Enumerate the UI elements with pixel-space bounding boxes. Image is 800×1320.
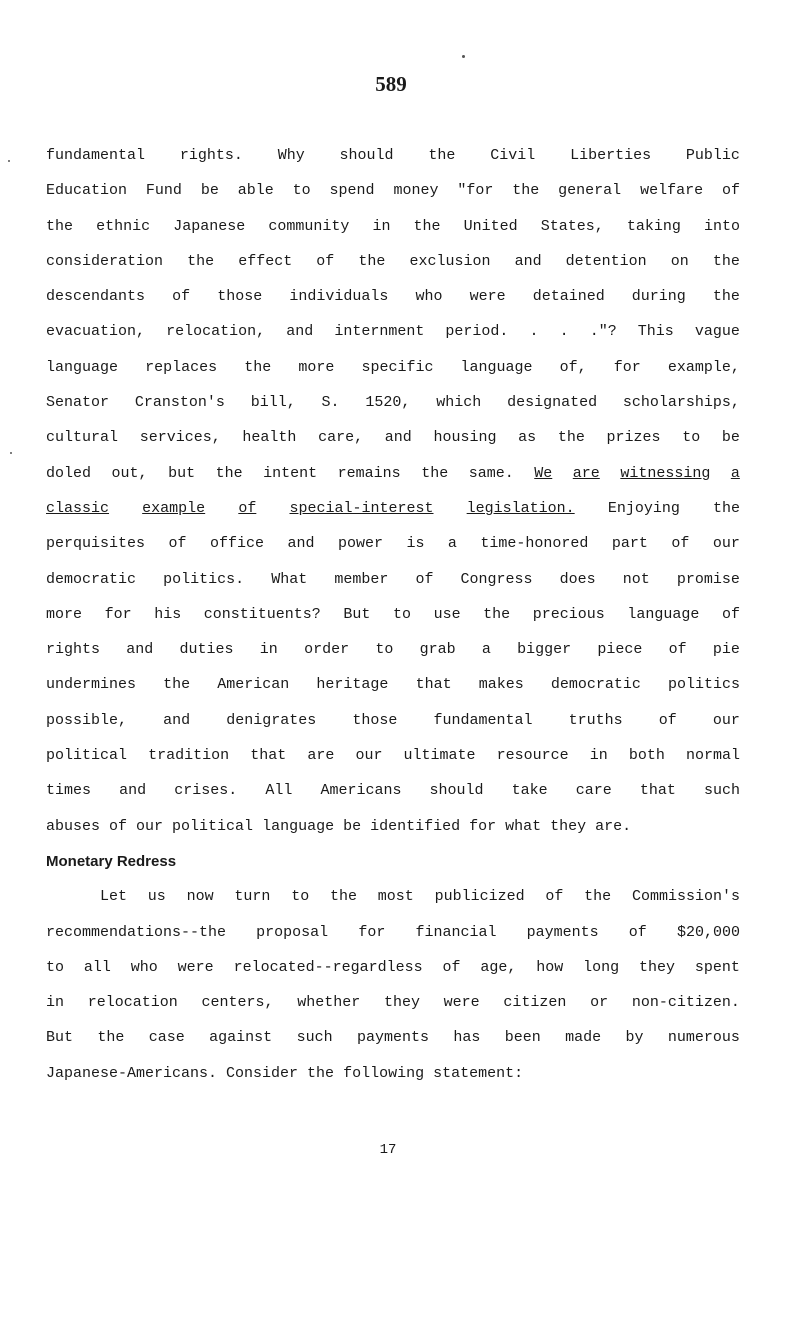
word: welfare bbox=[640, 182, 704, 200]
word: for bbox=[469, 817, 497, 835]
word: Enjoying bbox=[607, 499, 680, 517]
word: out, bbox=[111, 464, 148, 482]
word: who bbox=[415, 288, 443, 306]
word: or bbox=[590, 994, 609, 1012]
word: those bbox=[352, 711, 398, 729]
word: power bbox=[337, 535, 383, 553]
word: exclusion bbox=[409, 252, 491, 270]
word: intent bbox=[263, 464, 318, 482]
word: for bbox=[613, 358, 641, 376]
word: grab bbox=[419, 641, 456, 659]
word: Liberties bbox=[570, 147, 652, 164]
text-line bbox=[46, 879, 740, 914]
word: relocation bbox=[87, 994, 178, 1012]
word: the bbox=[187, 252, 215, 270]
word: scholarships, bbox=[622, 394, 740, 412]
word: those bbox=[217, 288, 263, 306]
word: legislation. bbox=[466, 499, 575, 517]
text-line bbox=[46, 279, 740, 314]
word: period. bbox=[445, 323, 509, 341]
word: of bbox=[442, 958, 461, 976]
word: the bbox=[584, 888, 612, 906]
word: perquisites bbox=[46, 535, 146, 553]
word: to bbox=[682, 429, 701, 447]
word: Why bbox=[277, 147, 305, 164]
word: but bbox=[168, 464, 196, 482]
word: of bbox=[109, 817, 128, 835]
word: We bbox=[534, 464, 553, 482]
word: such bbox=[703, 782, 740, 800]
word: are bbox=[307, 747, 335, 765]
word: of bbox=[668, 641, 687, 659]
word: precious bbox=[532, 605, 605, 623]
word: Senator bbox=[46, 394, 110, 412]
word: specific bbox=[361, 358, 434, 376]
word: spend bbox=[329, 182, 375, 200]
word: normal bbox=[685, 747, 740, 765]
word: Congress bbox=[460, 570, 533, 588]
text-line bbox=[46, 667, 740, 702]
word: the bbox=[483, 605, 511, 623]
word: they bbox=[639, 958, 676, 976]
text-line bbox=[46, 985, 740, 1020]
word: truths bbox=[568, 711, 623, 729]
word: rights bbox=[46, 641, 101, 659]
word: and bbox=[286, 323, 314, 341]
word: as bbox=[518, 429, 537, 447]
word: Fund bbox=[145, 182, 182, 200]
word: into bbox=[703, 217, 740, 235]
word: general bbox=[558, 182, 622, 200]
word: the bbox=[329, 888, 357, 906]
word: the bbox=[358, 252, 386, 270]
word: the bbox=[307, 1064, 335, 1082]
word: the bbox=[712, 252, 740, 270]
word: remains bbox=[337, 464, 401, 482]
word: health bbox=[242, 429, 297, 447]
word: should bbox=[339, 147, 394, 164]
word: language bbox=[262, 817, 335, 835]
word: political bbox=[172, 817, 254, 835]
word: resource bbox=[496, 747, 569, 765]
word: be bbox=[200, 182, 219, 200]
word: a bbox=[481, 641, 491, 659]
word: community bbox=[268, 217, 350, 235]
word: descendants bbox=[46, 288, 146, 306]
word: cultural bbox=[46, 429, 119, 447]
word: by bbox=[625, 1029, 644, 1047]
word: politics bbox=[667, 676, 740, 694]
word: What bbox=[271, 570, 308, 588]
word: who bbox=[130, 958, 158, 976]
text-line bbox=[46, 1056, 740, 1091]
word: in bbox=[259, 641, 278, 659]
word: special-interest bbox=[289, 499, 434, 517]
word: care, bbox=[318, 429, 364, 447]
document-body bbox=[46, 138, 740, 1091]
word: member bbox=[334, 570, 389, 588]
text-line bbox=[46, 597, 740, 632]
word: heritage bbox=[316, 676, 389, 694]
word: has bbox=[453, 1029, 481, 1047]
word: language bbox=[627, 605, 700, 623]
word: Consider bbox=[226, 1064, 299, 1082]
word: States, bbox=[540, 217, 604, 235]
word: of bbox=[721, 605, 740, 623]
word: more bbox=[46, 605, 83, 623]
word: to bbox=[291, 888, 310, 906]
word: abuses bbox=[46, 817, 101, 835]
word: replaces bbox=[145, 358, 218, 376]
word: for bbox=[104, 605, 132, 623]
word: the bbox=[557, 429, 585, 447]
word: does bbox=[559, 570, 596, 588]
scan-speck bbox=[462, 55, 465, 58]
text-line bbox=[46, 209, 740, 244]
word: are bbox=[572, 464, 600, 482]
word: and bbox=[287, 535, 315, 553]
word: recommendations--the bbox=[46, 923, 227, 941]
word: Japanese bbox=[173, 217, 246, 235]
word: able bbox=[237, 182, 274, 200]
word: proposal bbox=[256, 923, 329, 941]
word: services, bbox=[139, 429, 221, 447]
word: against bbox=[209, 1029, 273, 1047]
section-heading: Monetary Redress bbox=[46, 852, 177, 870]
scan-speck bbox=[10, 452, 12, 454]
word: democratic bbox=[46, 570, 137, 588]
word: evacuation, bbox=[46, 323, 146, 341]
word: and bbox=[163, 711, 191, 729]
word: Public bbox=[685, 147, 740, 164]
word: is bbox=[406, 535, 425, 553]
word: not bbox=[622, 570, 650, 588]
word: more bbox=[298, 358, 335, 376]
word: and bbox=[119, 782, 147, 800]
word: the bbox=[163, 676, 191, 694]
word: our bbox=[355, 747, 383, 765]
scan-speck bbox=[8, 160, 10, 162]
word: a bbox=[447, 535, 457, 553]
word: office bbox=[209, 535, 264, 553]
word: non-citizen. bbox=[631, 994, 740, 1012]
page-number: 589 bbox=[375, 72, 407, 96]
word: they bbox=[550, 817, 587, 835]
word: order bbox=[304, 641, 350, 659]
word: both bbox=[628, 747, 665, 765]
word: in bbox=[46, 994, 65, 1012]
word: promise bbox=[676, 570, 740, 588]
text-line bbox=[46, 385, 740, 420]
word: should bbox=[429, 782, 484, 800]
word: be bbox=[721, 429, 740, 447]
word: centers, bbox=[201, 994, 274, 1012]
word: during bbox=[631, 288, 686, 306]
word: of bbox=[172, 288, 191, 306]
text-line bbox=[46, 915, 740, 950]
word: the bbox=[97, 1029, 125, 1047]
word: in bbox=[372, 217, 391, 235]
word: such bbox=[296, 1029, 333, 1047]
word: internment bbox=[334, 323, 425, 341]
word: relocation, bbox=[166, 323, 266, 341]
word: spent bbox=[694, 958, 740, 976]
word: political bbox=[46, 747, 128, 765]
word: Let bbox=[100, 888, 128, 906]
word: the bbox=[413, 217, 441, 235]
word: . bbox=[529, 323, 539, 341]
word: politics. bbox=[163, 570, 245, 588]
word: following bbox=[343, 1064, 425, 1082]
word: the bbox=[421, 464, 449, 482]
word: prizes bbox=[606, 429, 661, 447]
word: us bbox=[147, 888, 166, 906]
word: consideration bbox=[46, 252, 164, 270]
word: and bbox=[384, 429, 412, 447]
word: of, bbox=[559, 358, 587, 376]
word: Civil bbox=[490, 147, 536, 164]
word: were bbox=[469, 288, 506, 306]
word: to bbox=[392, 605, 411, 623]
footer-page-number: 17 bbox=[379, 1142, 397, 1158]
word: ultimate bbox=[403, 747, 476, 765]
word: makes bbox=[478, 676, 524, 694]
word: they bbox=[383, 994, 420, 1012]
word: language bbox=[460, 358, 533, 376]
word: housing bbox=[433, 429, 497, 447]
word: witnessing bbox=[620, 464, 711, 482]
paragraph-2 bbox=[46, 879, 740, 1091]
word: our bbox=[712, 535, 740, 553]
word: Education bbox=[46, 182, 128, 200]
text-line bbox=[46, 632, 740, 667]
word: which bbox=[436, 394, 482, 412]
word: relocated--regardless bbox=[233, 958, 423, 976]
word: care bbox=[575, 782, 612, 800]
text-line bbox=[46, 456, 740, 491]
word: ethnic bbox=[96, 217, 151, 235]
word: payments bbox=[526, 923, 599, 941]
word: most bbox=[377, 888, 414, 906]
word: of bbox=[238, 499, 257, 517]
word: American bbox=[217, 676, 290, 694]
word: payments bbox=[356, 1029, 429, 1047]
word: But bbox=[343, 605, 371, 623]
text-line bbox=[46, 809, 740, 844]
word: . bbox=[559, 323, 569, 341]
word: fundamental bbox=[433, 711, 533, 729]
word: Commission's bbox=[631, 888, 740, 906]
word: his bbox=[154, 605, 182, 623]
word: that bbox=[415, 676, 452, 694]
word: take bbox=[511, 782, 548, 800]
word: doled bbox=[46, 464, 92, 482]
word: classic bbox=[46, 499, 110, 517]
word: now bbox=[186, 888, 214, 906]
text-line bbox=[46, 1020, 740, 1055]
text-line bbox=[46, 562, 740, 597]
word: But bbox=[46, 1029, 74, 1047]
word: the bbox=[244, 358, 272, 376]
word: a bbox=[730, 464, 740, 482]
word: made bbox=[565, 1029, 602, 1047]
word: pie bbox=[712, 641, 740, 659]
word: were bbox=[443, 994, 480, 1012]
paragraph-1 bbox=[46, 138, 740, 844]
word: bill, bbox=[250, 394, 296, 412]
word: age, bbox=[480, 958, 517, 976]
text-line bbox=[46, 244, 740, 279]
word: times bbox=[46, 782, 92, 800]
word: Japanese-Americans. bbox=[46, 1064, 218, 1082]
word: for bbox=[358, 923, 386, 941]
word: language bbox=[46, 358, 119, 376]
word: the bbox=[46, 217, 74, 235]
word: of bbox=[168, 535, 187, 553]
word: duties bbox=[179, 641, 234, 659]
text-line bbox=[46, 950, 740, 985]
word: $20,000 bbox=[676, 923, 740, 941]
word: numerous bbox=[667, 1029, 740, 1047]
word: the bbox=[215, 464, 243, 482]
word: are. bbox=[595, 817, 632, 835]
word: what bbox=[505, 817, 542, 835]
word: the bbox=[512, 182, 540, 200]
word: of bbox=[658, 711, 677, 729]
word: designated bbox=[507, 394, 598, 412]
word: All bbox=[265, 782, 293, 800]
word: our bbox=[136, 817, 164, 835]
word: possible, bbox=[46, 711, 128, 729]
word: were bbox=[177, 958, 214, 976]
text-line bbox=[46, 491, 740, 526]
word: democratic bbox=[550, 676, 641, 694]
word: piece bbox=[597, 641, 643, 659]
word: identified bbox=[370, 817, 461, 835]
word: effect bbox=[238, 252, 293, 270]
word: whether bbox=[297, 994, 361, 1012]
word: and bbox=[514, 252, 542, 270]
word: denigrates bbox=[226, 711, 317, 729]
word: constituents? bbox=[203, 605, 321, 623]
word: example, bbox=[667, 358, 740, 376]
word: how bbox=[536, 958, 564, 976]
word: of bbox=[316, 252, 335, 270]
word: undermines bbox=[46, 676, 137, 694]
word: been bbox=[504, 1029, 541, 1047]
word: rights. bbox=[179, 147, 243, 164]
text-line bbox=[46, 773, 740, 808]
word: taking bbox=[626, 217, 681, 235]
word: This bbox=[637, 323, 674, 341]
word: money bbox=[393, 182, 439, 200]
word: use bbox=[433, 605, 461, 623]
word: to bbox=[375, 641, 394, 659]
word: the bbox=[428, 147, 456, 164]
word: part bbox=[611, 535, 648, 553]
word: case bbox=[148, 1029, 185, 1047]
word: "for bbox=[457, 182, 494, 200]
word: same. bbox=[468, 464, 514, 482]
word: all bbox=[83, 958, 111, 976]
word: long bbox=[583, 958, 620, 976]
word: of bbox=[671, 535, 690, 553]
word: bigger bbox=[517, 641, 572, 659]
word: that bbox=[639, 782, 676, 800]
word: vague bbox=[694, 323, 740, 341]
word: crises. bbox=[174, 782, 238, 800]
text-line bbox=[46, 420, 740, 455]
word: fundamental bbox=[46, 147, 146, 164]
word: on bbox=[670, 252, 689, 270]
word: of bbox=[415, 570, 434, 588]
word: the bbox=[712, 288, 740, 306]
word: citizen bbox=[503, 994, 567, 1012]
text-line bbox=[46, 738, 740, 773]
word: financial bbox=[415, 923, 497, 941]
text-line bbox=[46, 350, 740, 385]
word: of bbox=[545, 888, 564, 906]
word: be bbox=[343, 817, 362, 835]
word: in bbox=[589, 747, 608, 765]
word: our bbox=[712, 711, 740, 729]
word: time-honored bbox=[480, 535, 589, 553]
word: of bbox=[628, 923, 647, 941]
word: 1520, bbox=[365, 394, 411, 412]
text-line bbox=[46, 526, 740, 561]
word: S. bbox=[321, 394, 340, 412]
word: individuals bbox=[289, 288, 389, 306]
text-line bbox=[46, 173, 740, 208]
text-line bbox=[46, 138, 740, 173]
word: detention bbox=[565, 252, 647, 270]
word: the bbox=[712, 499, 740, 517]
word: that bbox=[250, 747, 287, 765]
word: Americans bbox=[320, 782, 402, 800]
word: to bbox=[46, 958, 65, 976]
word: statement: bbox=[433, 1064, 524, 1082]
word: Cranston's bbox=[134, 394, 225, 412]
word: tradition bbox=[148, 747, 230, 765]
word: to bbox=[292, 182, 311, 200]
word: publicized bbox=[434, 888, 525, 906]
word: ."? bbox=[589, 323, 617, 341]
text-line bbox=[46, 703, 740, 738]
word: turn bbox=[234, 888, 271, 906]
word: example bbox=[142, 499, 206, 517]
word: detained bbox=[532, 288, 605, 306]
word: United bbox=[463, 217, 518, 235]
word: and bbox=[126, 641, 154, 659]
word: of bbox=[721, 182, 740, 200]
text-line bbox=[46, 314, 740, 349]
